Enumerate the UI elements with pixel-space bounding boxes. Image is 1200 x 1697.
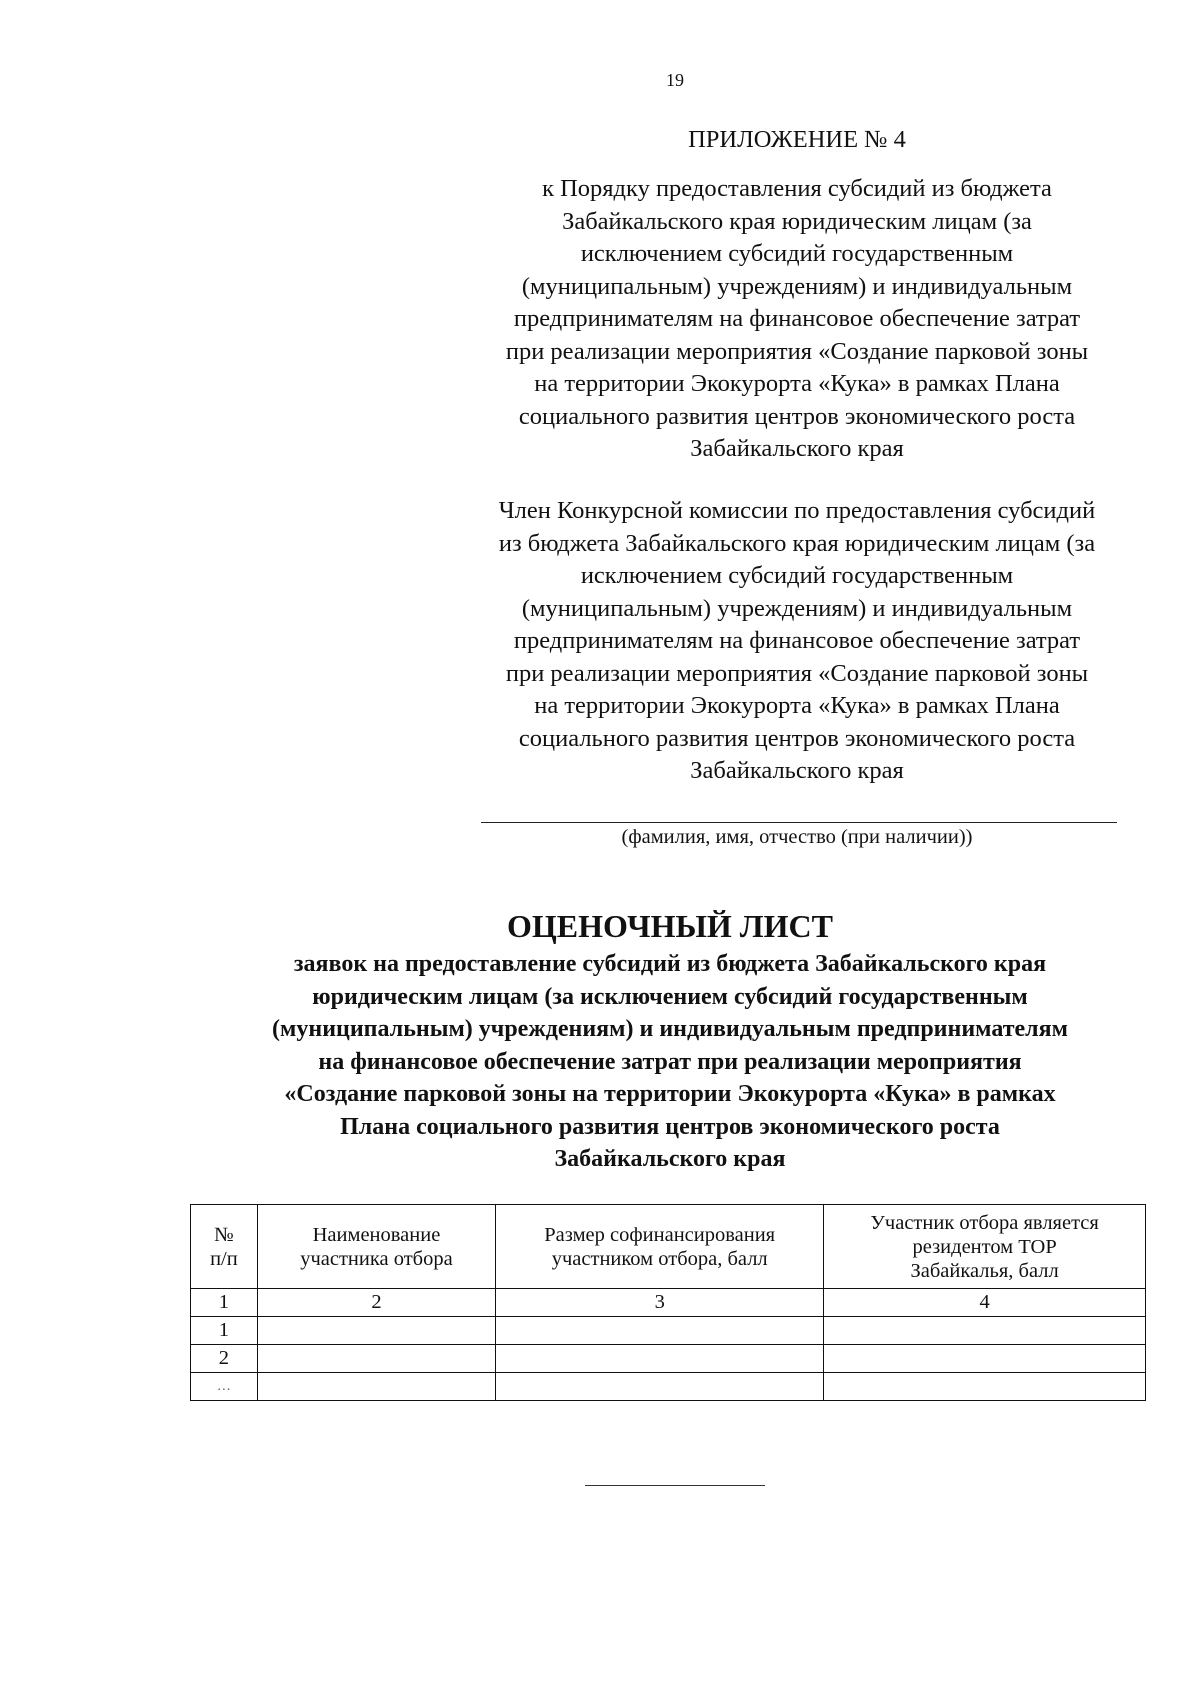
fio-signature-line	[481, 822, 1117, 823]
appendix-title: ПРИЛОЖЕНИЕ № 4	[688, 126, 906, 153]
document-title: ОЦЕНОЧНЫЙ ЛИСТ	[507, 908, 833, 944]
appendix-basis	[452, 173, 1142, 466]
table-cell	[496, 1373, 824, 1401]
subtitle-line: (муниципальным) учреждениям) и индивидуальным предпринимателям	[272, 1016, 1068, 1042]
evaluation-table	[190, 1204, 1146, 1401]
appendix-basis-line: предпринимателям на финансовое обеспечение затрат	[513, 305, 1081, 332]
appendix-basis-line: на территории Экокурорта «Кука» в рамках Плана	[534, 370, 1060, 397]
page-number: 19	[666, 70, 684, 90]
table-cell: …	[191, 1373, 258, 1401]
table-cell	[496, 1345, 824, 1373]
commission-member-line: на территории Экокурорта «Кука» в рамках Плана	[534, 692, 1060, 719]
table-cell	[496, 1317, 824, 1345]
commission-member-block	[452, 495, 1142, 788]
commission-member-line: Забайкальского края	[690, 757, 904, 784]
subtitle-line: на финансовое обеспечение затрат при реализации мероприятия	[318, 1048, 1022, 1075]
table-cell	[257, 1317, 495, 1345]
commission-member-line: социального развития центров экономического роста	[518, 724, 1076, 752]
table-cell: 3	[496, 1289, 824, 1317]
commission-member-line: (муниципальным) учреждениям) и индивидуальным	[521, 594, 1073, 622]
commission-member-line: предпринимателям на финансовое обеспечение затрат	[513, 627, 1081, 654]
table-row	[191, 1345, 1146, 1373]
commission-member-line: из бюджета Забайкальского края юридическим лицам (за	[498, 529, 1096, 557]
table-cell	[824, 1317, 1146, 1345]
commission-member-line: исключением субсидий государственным	[580, 562, 1014, 589]
evaluation-heading	[160, 904, 1180, 1176]
appendix-basis-line: Забайкальского края	[690, 435, 904, 462]
appendix-basis-line: исключением субсидий государственным	[580, 240, 1014, 267]
table-cell: 1	[191, 1317, 258, 1345]
table-cell	[257, 1373, 495, 1401]
table-row	[191, 1289, 1146, 1317]
appendix-basis-line: (муниципальным) учреждениям) и индивидуальным	[521, 272, 1073, 300]
table-cell: 1	[191, 1289, 258, 1317]
header-participant-name: Наименование участника отбора	[257, 1205, 495, 1289]
commission-member-line: при реализации мероприятия «Создание парковой зоны	[505, 659, 1089, 687]
subtitle-line: «Создание парковой зоны на территории Экокурорта «Кука» в рамках	[284, 1081, 1056, 1107]
document-subtitle	[160, 948, 1180, 1176]
end-of-document-rule	[585, 1485, 765, 1486]
subtitle-line: Забайкальского края	[554, 1146, 786, 1172]
header-number: № п/п	[191, 1205, 258, 1289]
commission-member-line: Член Конкурсной комиссии по предоставления субсидий	[498, 497, 1096, 524]
table-cell: 2	[257, 1289, 495, 1317]
appendix-basis-line: социального развития центров экономического роста	[518, 402, 1076, 430]
table-header-row	[191, 1205, 1146, 1289]
fio-caption: (фамилия, имя, отчество (при наличии))	[621, 826, 973, 848]
subtitle-line: заявок на предоставление субсидий из бюджета Забайкальского края	[293, 951, 1047, 977]
table-cell	[824, 1345, 1146, 1373]
table-cell: 4	[824, 1289, 1146, 1317]
table-cell: 2	[191, 1345, 258, 1373]
subtitle-line: юридическим лицам (за исключением субсидий государственным	[312, 983, 1028, 1010]
header-cofinancing-score: Размер софинансирования участником отбора, балл	[496, 1205, 824, 1289]
header-tor-resident-score: Участник отбора является резидентом ТОР Забайкалья, балл	[824, 1205, 1146, 1289]
table-cell	[257, 1345, 495, 1373]
appendix-basis-line: к Порядку предоставления субсидий из бюджета	[542, 175, 1052, 202]
table-row	[191, 1317, 1146, 1345]
table-cell	[824, 1373, 1146, 1401]
appendix-basis-line: Забайкальского края юридическим лицам (за	[562, 207, 1032, 235]
table-row	[191, 1373, 1146, 1401]
appendix-basis-line: при реализации мероприятия «Создание парковой зоны	[505, 337, 1089, 365]
subtitle-line: Плана социального развития центров экономического роста	[340, 1113, 1000, 1140]
